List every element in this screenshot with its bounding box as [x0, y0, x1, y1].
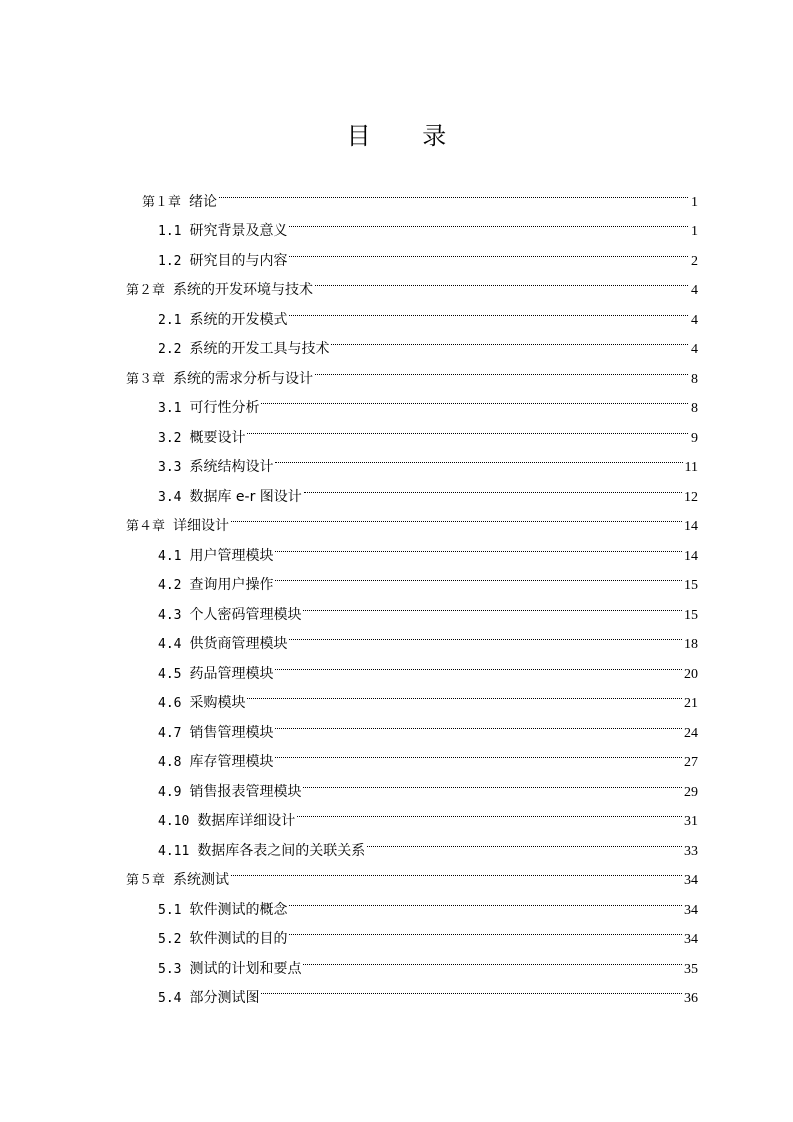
toc-entry-title: 研究目的与内容 [189, 252, 288, 269]
toc-entry-number: 4.3 [158, 607, 182, 623]
dot-leader [289, 619, 682, 649]
toc-entry-page-number: 15 [684, 578, 698, 593]
toc-entry-number: 4.11 [158, 843, 190, 859]
toc-entry-page-number: 8 [691, 401, 698, 416]
toc-entry-title: 系统的开发工具与技术 [189, 341, 330, 357]
toc-entry-page-number: 8 [691, 371, 698, 387]
toc-entry-page-number: 15 [684, 607, 698, 623]
dot-leader [247, 412, 688, 442]
toc-entry-page-number: 34 [684, 932, 698, 947]
toc-entry-page-number: 33 [684, 843, 698, 859]
toc-entry-page-number: 24 [684, 725, 698, 741]
toc-entry-number: 2.1 [158, 312, 182, 328]
toc-entry-number: 4.9 [158, 784, 182, 800]
toc-entry-number: 1.2 [158, 253, 182, 269]
toc-entry-number: 4.4 [158, 637, 182, 652]
toc-entry-title: 系统的开发模式 [189, 311, 288, 328]
toc-entry-title: 采购模块 [189, 695, 246, 711]
dot-leader [275, 707, 682, 737]
dot-leader [247, 678, 682, 708]
dot-leader [303, 589, 682, 619]
toc-entry-title: 研究背景及意义 [189, 223, 288, 239]
toc-entry-number: 第４章 [126, 519, 166, 534]
toc-entry-page-number: 4 [691, 342, 698, 357]
toc-entry-number: 第２章 [126, 283, 166, 298]
toc-entry-number: 4.8 [158, 755, 182, 770]
toc-entry-page-number: 9 [691, 430, 698, 446]
toc-entry-title: 个人密码管理模块 [189, 606, 302, 623]
dot-leader [331, 324, 688, 354]
toc-entry-page-number: 20 [684, 666, 698, 682]
toc-entry-title: 软件测试的目的 [189, 931, 288, 947]
toc-entry-number: 1.1 [158, 224, 182, 239]
toc-entry-title: 药品管理模块 [189, 665, 274, 682]
toc-entry-number: 4.10 [158, 814, 190, 829]
table-of-contents [126, 176, 698, 1006]
toc-entry-title: 数据库详细设计 [197, 813, 296, 829]
toc-entry-title: 系统测试 [173, 872, 230, 888]
dot-leader [297, 796, 682, 826]
toc-entry-page-number: 31 [684, 814, 698, 829]
dot-leader [219, 176, 688, 206]
toc-entry-number: 第３章 [126, 371, 166, 387]
toc-entry-number: 5.2 [158, 932, 182, 947]
toc-chapter-entry[interactable] [126, 176, 698, 210]
toc-entry-page-number: 34 [684, 902, 698, 918]
dot-leader [289, 294, 688, 324]
toc-entry-page-number: 4 [691, 312, 698, 328]
toc-entry-title: 供货商管理模块 [189, 636, 288, 652]
toc-entry-number: 4.6 [158, 696, 182, 711]
dot-leader [275, 737, 682, 767]
toc-entry-number: 第５章 [126, 873, 166, 888]
toc-entry-title: 部分测试图 [189, 990, 260, 1006]
toc-entry-number: 5.1 [158, 902, 182, 918]
dot-leader [289, 914, 682, 944]
toc-entry-page-number: 12 [684, 489, 698, 505]
toc-entry-number: 2.2 [158, 342, 182, 357]
dot-leader [275, 560, 682, 590]
dot-leader [303, 943, 682, 973]
toc-entry-title: 系统的开发环境与技术 [173, 282, 314, 298]
dot-leader [275, 442, 682, 472]
dot-leader [315, 265, 688, 295]
toc-entry-page-number: 21 [684, 696, 698, 711]
toc-entry-title: 绪论 [189, 193, 218, 210]
toc-entry-title: 详细设计 [173, 518, 230, 534]
toc-entry-page-number: 11 [684, 460, 698, 475]
dot-leader [367, 825, 682, 855]
dot-leader [304, 471, 682, 501]
toc-entry-number: 4.2 [158, 578, 182, 593]
toc-entry-number: 3.1 [158, 401, 182, 416]
toc-entry-page-number: 27 [684, 755, 698, 770]
dot-leader [261, 973, 682, 1003]
dot-leader [289, 884, 682, 914]
dot-leader [231, 501, 682, 531]
dot-leader [275, 648, 682, 678]
toc-entry-number: 第１章 [142, 194, 182, 210]
dot-leader [231, 855, 682, 885]
dot-leader [261, 383, 688, 413]
dot-leader [275, 530, 682, 560]
toc-entry-number: 3.3 [158, 460, 182, 475]
toc-entry-number: 5.3 [158, 961, 182, 977]
toc-entry-title: 可行性分析 [189, 400, 260, 416]
toc-entry-page-number: 2 [691, 253, 698, 269]
dot-leader [315, 353, 688, 383]
toc-entry-page-number: 36 [684, 991, 698, 1006]
toc-entry-title: 查询用户操作 [189, 577, 274, 593]
dot-leader [289, 235, 688, 265]
toc-entry-page-number: 1 [691, 224, 698, 239]
toc-entry-page-number: 35 [684, 961, 698, 977]
toc-entry-page-number: 14 [684, 519, 698, 534]
toc-entry-title: 销售管理模块 [189, 724, 274, 741]
toc-entry-page-number: 1 [691, 194, 698, 210]
toc-entry-number: 4.7 [158, 725, 182, 741]
page-title: 目 录 [346, 122, 469, 150]
toc-entry-page-number: 14 [684, 548, 698, 564]
toc-entry-page-number: 34 [684, 873, 698, 888]
dot-leader [289, 206, 688, 236]
toc-entry-title: 概要设计 [189, 429, 246, 446]
toc-entry-number: 5.4 [158, 991, 182, 1006]
toc-entry-title: 数据库各表之间的关联关系 [197, 842, 366, 859]
toc-entry-title: 测试的计划和要点 [189, 960, 302, 977]
toc-entry-number: 4.5 [158, 666, 182, 682]
toc-entry-page-number: 4 [691, 283, 698, 298]
toc-entry-title: 数据库 e-r 图设计 [189, 488, 302, 505]
toc-entry-title: 销售报表管理模块 [189, 783, 302, 800]
dot-leader [303, 766, 682, 796]
toc-entry-page-number: 18 [684, 637, 698, 652]
toc-entry-title: 库存管理模块 [189, 754, 274, 770]
toc-entry-title: 系统结构设计 [189, 459, 274, 475]
toc-entry-number: 3.4 [158, 489, 182, 505]
toc-entry-title: 用户管理模块 [189, 547, 274, 564]
toc-entry-page-number: 29 [684, 784, 698, 800]
toc-entry-number: 4.1 [158, 548, 182, 564]
toc-entry-title: 软件测试的概念 [189, 901, 288, 918]
toc-entry-title: 系统的需求分析与设计 [173, 370, 314, 387]
toc-entry-number: 3.2 [158, 430, 182, 446]
